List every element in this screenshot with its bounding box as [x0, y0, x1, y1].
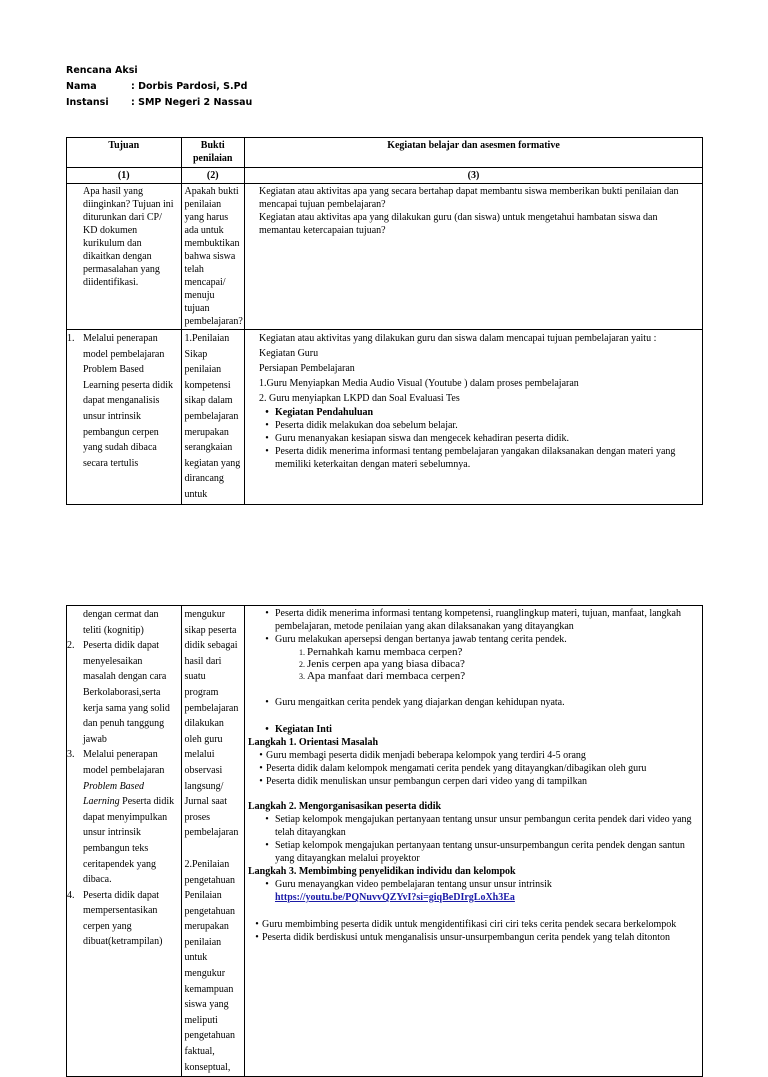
list-item: • Setiap kelompok mengajukan pertanyaan tentang unsur-unsurpembangun cerita pendek dengan santun yang ditayangkan melalui proyektor [265, 840, 685, 864]
content-row-continued [67, 606, 703, 1077]
list-item: • Peserta didik menerima informasi tentang pembelajaran yangakan dilaksanakan dengan materi yang memiliki keterkaitan dengan materi sebelumnya. [265, 446, 676, 470]
apersepsi-questions [259, 646, 699, 682]
question-item: 2. Jenis cerpen apa yang biasa dibaca? [307, 658, 699, 670]
header-bukti-penilaian: Bukti penilaian [181, 138, 244, 168]
video-link[interactable]: https://youtu.be/PQNuvvQZYvI?si=giqBeDIrgLoXh3Ea [274, 892, 515, 903]
institution-value: : SMP Negeri 2 Nassau [131, 97, 253, 108]
name-label: Nama [66, 81, 97, 92]
step-3-heading: Langkah 3. Membimbing penyelidikan individu dan kelompok [247, 866, 516, 877]
goal-item-3: 3. Melalui penerapan model pembelajaran Problem Based Laerning Peserta didik dapat menyimpulkan unsur intrinsik pembangun teks ceritapendek yang dibaca. [67, 749, 175, 886]
institution-label: Instansi [66, 97, 109, 108]
action-plan-table-page2 [66, 605, 703, 1077]
document-header [66, 63, 252, 111]
description-row [67, 184, 703, 330]
list-item: • Guru melakukan apersepsi dengan bertanya jawab tentang cerita pendek. [265, 634, 567, 645]
goal-cell [67, 330, 182, 505]
document-title: Rencana Aksi [66, 65, 138, 76]
list-item: • Guru membagi peserta didik menjadi beberapa kelompok yang terdiri 4-5 orang [259, 750, 586, 761]
name-value: : Dorbis Pardosi, S.Pd [131, 81, 248, 92]
list-item: • Peserta didik berdiskusi untuk menganalisis unsur-unsurpembangun cerita pendek yang telah ditonton [255, 932, 671, 943]
activity-intro: Kegiatan atau aktivitas yang dilakukan guru dan siswa dalam mencapai tujuan pembelajaran yaitu : [258, 333, 657, 344]
activity-cell [244, 330, 702, 505]
col-number-3: (3) [244, 168, 702, 184]
desc-kegiatan [244, 184, 702, 330]
goal-item-2: 2. Peserta didik dapat menyelesaikan masalah dengan cara Berkolaborasi,serta kerja sama yang solid dan penuh tanggung jawab [67, 640, 170, 745]
evidence-cell: 1.Penilaian Sikap penilaian kompetensi sikap dalam pembelajaran merupakan serangkaian kegiatan yang dirancang untuk [181, 330, 244, 505]
list-item: • Guru membimbing peserta didik untuk mengidentifikasi ciri ciri teks cerita pendek secara berkelompok [255, 919, 677, 930]
list-item: • Guru menayangkan video pembelajaran tentang unsur unsur intrinsik https://youtu.be/PQNuvvQZYvI?si=giqBeDIrgLoXh3Ea [265, 879, 552, 903]
question-item: 1. Pernahkah kamu membaca cerpen? [307, 646, 699, 658]
preparation-label: Persiapan Pembelajaran [258, 363, 355, 374]
content-row [67, 330, 703, 505]
desc-bukti: Apakah bukti penilaian yang harus ada untuk membuktikan bahwa siswa telah mencapai/ menuju tujuan pembelajaran? [181, 184, 244, 330]
table-header-row [67, 138, 703, 168]
desc-kegiatan-a: Kegiatan atau aktivitas apa yang secara bertahap dapat membantu siswa memberikan bukti penilaian dan mencapai tujuan pembelajaran? [258, 186, 679, 210]
col-number-2: (2) [181, 168, 244, 184]
desc-kegiatan-b: Kegiatan atau aktivitas apa yang dilakukan guru (dan siswa) untuk mengetahui hambatan siswa dan memantau ketercapaian tujuan? [258, 212, 658, 236]
question-item: 3. Apa manfaat dari membaca cerpen? [307, 670, 699, 682]
name-row [66, 79, 252, 95]
list-item: • Peserta didik menerima informasi tentang kompetensi, ruanglingkup materi, tujuan, manfaat, langkah pembelajaran, metode penilaian yang akan dilaksanakan yang ditayangkan [265, 608, 681, 632]
header-kegiatan: Kegiatan belajar dan asesmen formative [244, 138, 702, 168]
goal-item-4: 4. Peserta didik dapat mempersentasikan cerpen yang dibuat(ketrampilan) [67, 889, 163, 948]
step-1-heading: Langkah 1. Orientasi Masalah [247, 737, 379, 748]
preparation-item-1: 1.Guru Menyiapkan Media Audio Visual (Youtube ) dalam proses pembelajaran [258, 378, 579, 389]
table-number-row [67, 168, 703, 184]
section-inti: • Kegiatan Inti [265, 724, 332, 735]
activity-cell-continued [244, 606, 702, 1077]
institution-row [66, 95, 252, 111]
list-item: • Peserta didik menuliskan unsur pembangun cerpen dari video yang di tampilkan [259, 776, 588, 787]
teacher-activity-label: Kegiatan Guru [258, 348, 319, 359]
goal-item-1 [67, 331, 178, 471]
evidence-sikap-continued: mengukur sikap peserta didik sebagai hasil dari suatu program pembelajaran dilakukan oleh guru melalui observasi langsung/ Jurnal saat proses pembelajaran [184, 609, 239, 839]
evidence-pengetahuan: 2.Penilaian pengetahuan Penilaian pengetahuan merupakan penilaian untuk mengukur kemampuan siswa yang meliputi pengetahuan faktual, konseptual, [184, 858, 236, 1073]
list-item: • Setiap kelompok mengajukan pertanyaan tentang unsur unsur pembangun cerita pendek dari video yang telah ditayangkan [265, 814, 692, 838]
section-pendahuluan: • Kegiatan Pendahuluan [265, 407, 374, 418]
list-item: • Guru menanyakan kesiapan siswa dan mengecek kehadiran peserta didik. [265, 433, 570, 444]
goal-number: 1. [67, 333, 75, 344]
goal-continued: dengan cermat dan teliti (kognitip) [83, 609, 159, 636]
step-2-heading: Langkah 2. Mengorganisasikan peserta didik [247, 801, 442, 812]
preparation-item-2: 2. Guru menyiapkan LKPD dan Soal Evaluasi Tes [258, 393, 460, 404]
evidence-cell-continued [181, 606, 244, 1077]
list-item: • Guru mengaitkan cerita pendek yang diajarkan dengan kehidupan nyata. [265, 697, 565, 708]
col-number-1: (1) [67, 168, 182, 184]
desc-tujuan: Apa hasil yang diinginkan? Tujuan ini diturunkan dari CP/ KD dokumen kurikulum dan dikaitkan dengan permasalahan yang diidentifikasi. [67, 184, 182, 330]
header-tujuan: Tujuan [67, 138, 182, 168]
goals-cell [67, 606, 182, 1077]
list-item: • Peserta didik melakukan doa sebelum belajar. [265, 420, 458, 431]
goal-text: Melalui penerapan model pembelajaran Problem Based Learning peserta didik dapat menganalisis unsur intrinsik pembangun cerpen yang sudah dibaca secara tertulis [83, 333, 173, 469]
action-plan-table-page1 [66, 137, 703, 505]
list-item: • Peserta didik dalam kelompok mengamati cerita pendek yang ditayangkan/dibagikan oleh guru [259, 763, 647, 774]
